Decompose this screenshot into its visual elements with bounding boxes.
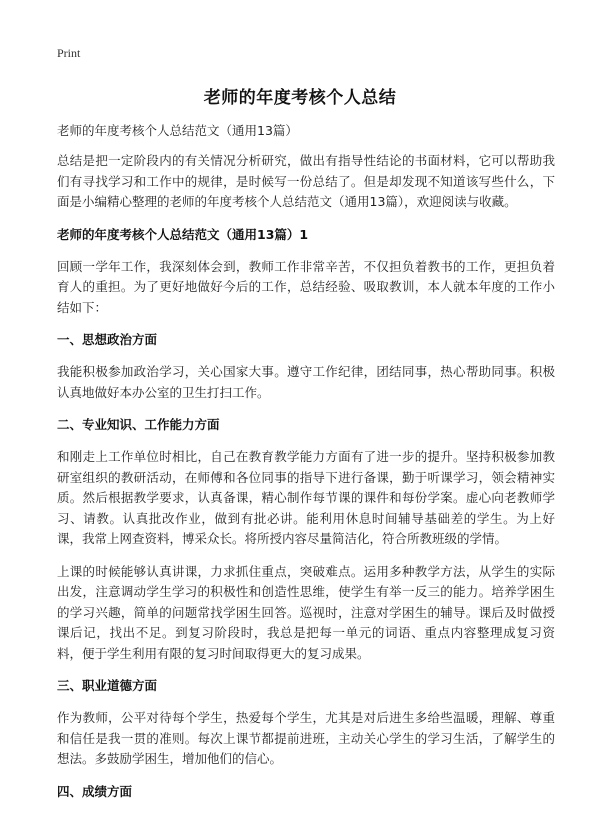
document-body	[57, 121, 555, 814]
document-subtitle: 老师的年度考核个人总结范文（通用13篇）	[57, 123, 298, 138]
section-paragraph-professional-2: 上课的时候能够认真讲课，力求抓住重点，突破难点。运用多种教学方法，从学生的实际出发，注意调动学生学习的积极性和创造性思维，使学生有举一反三的能力。培养学困生的学习兴趣，简单的问题常找学困生回答。巡视时，注意对学困生的辅导。课后及时做授课后记，找出不足。到复习阶段时，我总是把每一单元的词语、重点内容整理成复习资料，便于学生利用有限的复习时间取得更大的复习成果。	[57, 563, 555, 661]
section-paragraph-ethics: 作为教师，公平对待每个学生，热爱每个学生，尤其是对后进生多给些温暖，理解、尊重和信任是我一贯的准则。每次上课节都提前进班，主动关心学生的学习生活，了解学生的想法。多鼓励学困生，增加他们的信心。	[57, 710, 555, 766]
section-heading-results: 四、成绩方面	[57, 783, 133, 799]
print-link[interactable]: Print	[57, 46, 81, 60]
intro-paragraph: 总结是把一定阶段内的有关情况分析研究，做出有指导性结论的书面材料，它可以帮助我们有寻找学习和工作中的规律，是时候写一份总结了。但是却发现不知道该写些什么，下面是小编精心整理的老师的年度考核个人总结范文（通用13篇），欢迎阅读与收藏。	[57, 153, 555, 209]
section-paragraph-professional-1: 和刚走上工作单位时相比，自己在教育教学能力方面有了进一步的提升。坚持积极参加教研室组织的教研活动，在师傅和各位同事的指导下进行备课，勤于听课学习，领会精神实质。然后根据教学要求，认真备课，精心制作每节课的课件和每份学案。虚心向老教师学习、请教。认真批改作业，做到有批必讲。能利用休息时间辅导基础差的学生。为上好课，我常上网查资料，博采众长。将所授内容尽量简洁化，符合所教班级的学情。	[57, 449, 555, 546]
opening-paragraph: 回顾一学年工作，我深刻体会到，教师工作非常辛苦，不仅担负着教书的工作，更担负着育人的重担。为了更好地做好今后的工作，总结经验、吸取教训，本人就本年度的工作小结如下：	[57, 258, 555, 315]
page-title: 老师的年度考核个人总结	[203, 88, 397, 108]
article-heading: 老师的年度考核个人总结范文（通用13篇）1	[57, 226, 309, 242]
section-heading-ethics: 三、职业道德方面	[57, 678, 158, 693]
section-heading-professional: 二、专业知识、工作能力方面	[57, 417, 220, 432]
section-heading-political: 一、思想政治方面	[57, 332, 158, 347]
section-paragraph-political: 我能积极参加政治学习，关心国家大事。遵守工作纪律，团结同事，热心帮助同事。积极认真地做好本办公室的卫生打扫工作。	[57, 364, 555, 400]
